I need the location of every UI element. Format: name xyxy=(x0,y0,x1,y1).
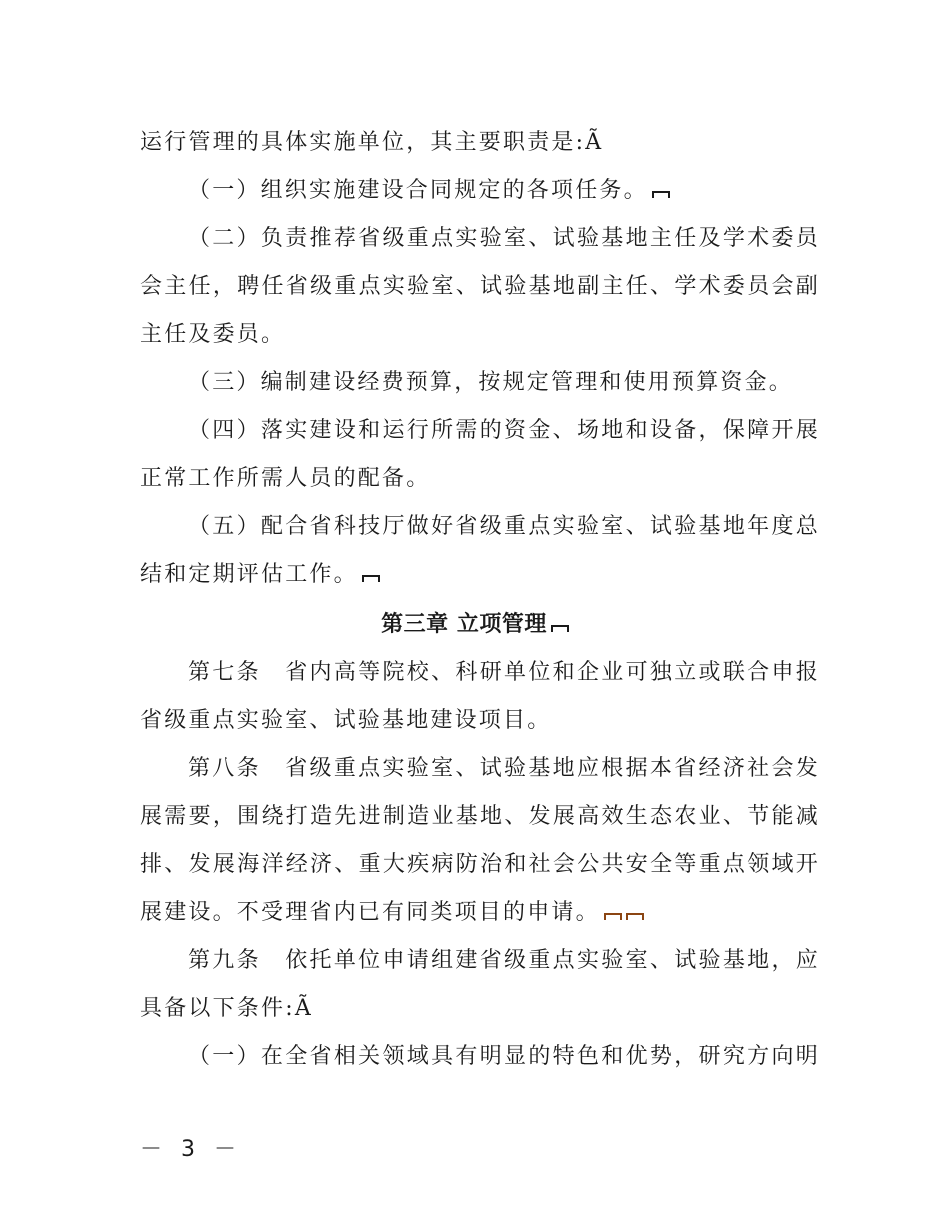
body-line: （三）编制建设经费预算，按规定管理和使用预算资金。 xyxy=(188,370,794,395)
body-line: 展建设。不受理省内已有同类项目的申请。 xyxy=(140,895,820,931)
chapter-heading: 第三章 立项管理 xyxy=(0,607,950,643)
body-line: 正常工作所需人员的配备。 xyxy=(140,466,431,491)
body-line: 会主任，聘任省级重点实验室、试验基地副主任、学术委员会副 xyxy=(140,274,820,299)
body-line: 第八条 省级重点实验室、试验基地应根据本省经济社会发 xyxy=(188,756,820,781)
body-line: （五）配合省科技厅做好省级重点实验室、试验基地年度总 xyxy=(188,514,820,539)
body-line: （一）在全省相关领域具有明显的特色和优势，研究方向明 xyxy=(188,1044,820,1069)
body-line: （二）负责推荐省级重点实验室、试验基地主任及学术委员 xyxy=(188,226,820,251)
paragraph-mark-icon xyxy=(362,574,380,583)
body-line: 排、发展海洋经济、重大疾病防治和社会公共安全等重点领域开 xyxy=(140,852,820,877)
body-line: 第九条 依托单位申请组建省级重点实验室、试验基地，应 xyxy=(188,948,820,973)
page-number: － 3 － xyxy=(140,1137,242,1162)
body-line: 主任及委员。 xyxy=(140,322,286,347)
body-line: 具备以下条件:Ã xyxy=(140,996,313,1021)
body-line: 展需要，围绕打造先进制造业基地、发展高效生态农业、节能减 xyxy=(140,804,820,829)
body-line: （四）落实建设和运行所需的资金、场地和设备，保障开展 xyxy=(188,418,820,443)
body-line: 结和定期评估工作。 xyxy=(140,557,820,593)
body-line: （一）组织实施建设合同规定的各项任务。 xyxy=(188,173,820,209)
paragraph-mark-icon xyxy=(652,190,670,199)
body-line: 省级重点实验室、试验基地建设项目。 xyxy=(140,708,552,733)
paragraph-mark-icon xyxy=(626,912,644,921)
paragraph-mark-icon xyxy=(551,624,569,633)
paragraph-mark-icon xyxy=(604,912,622,921)
body-line: 第七条 省内高等院校、科研单位和企业可独立或联合申报 xyxy=(188,660,820,685)
body-line: 运行管理的具体实施单位，其主要职责是:Ã xyxy=(140,130,604,155)
